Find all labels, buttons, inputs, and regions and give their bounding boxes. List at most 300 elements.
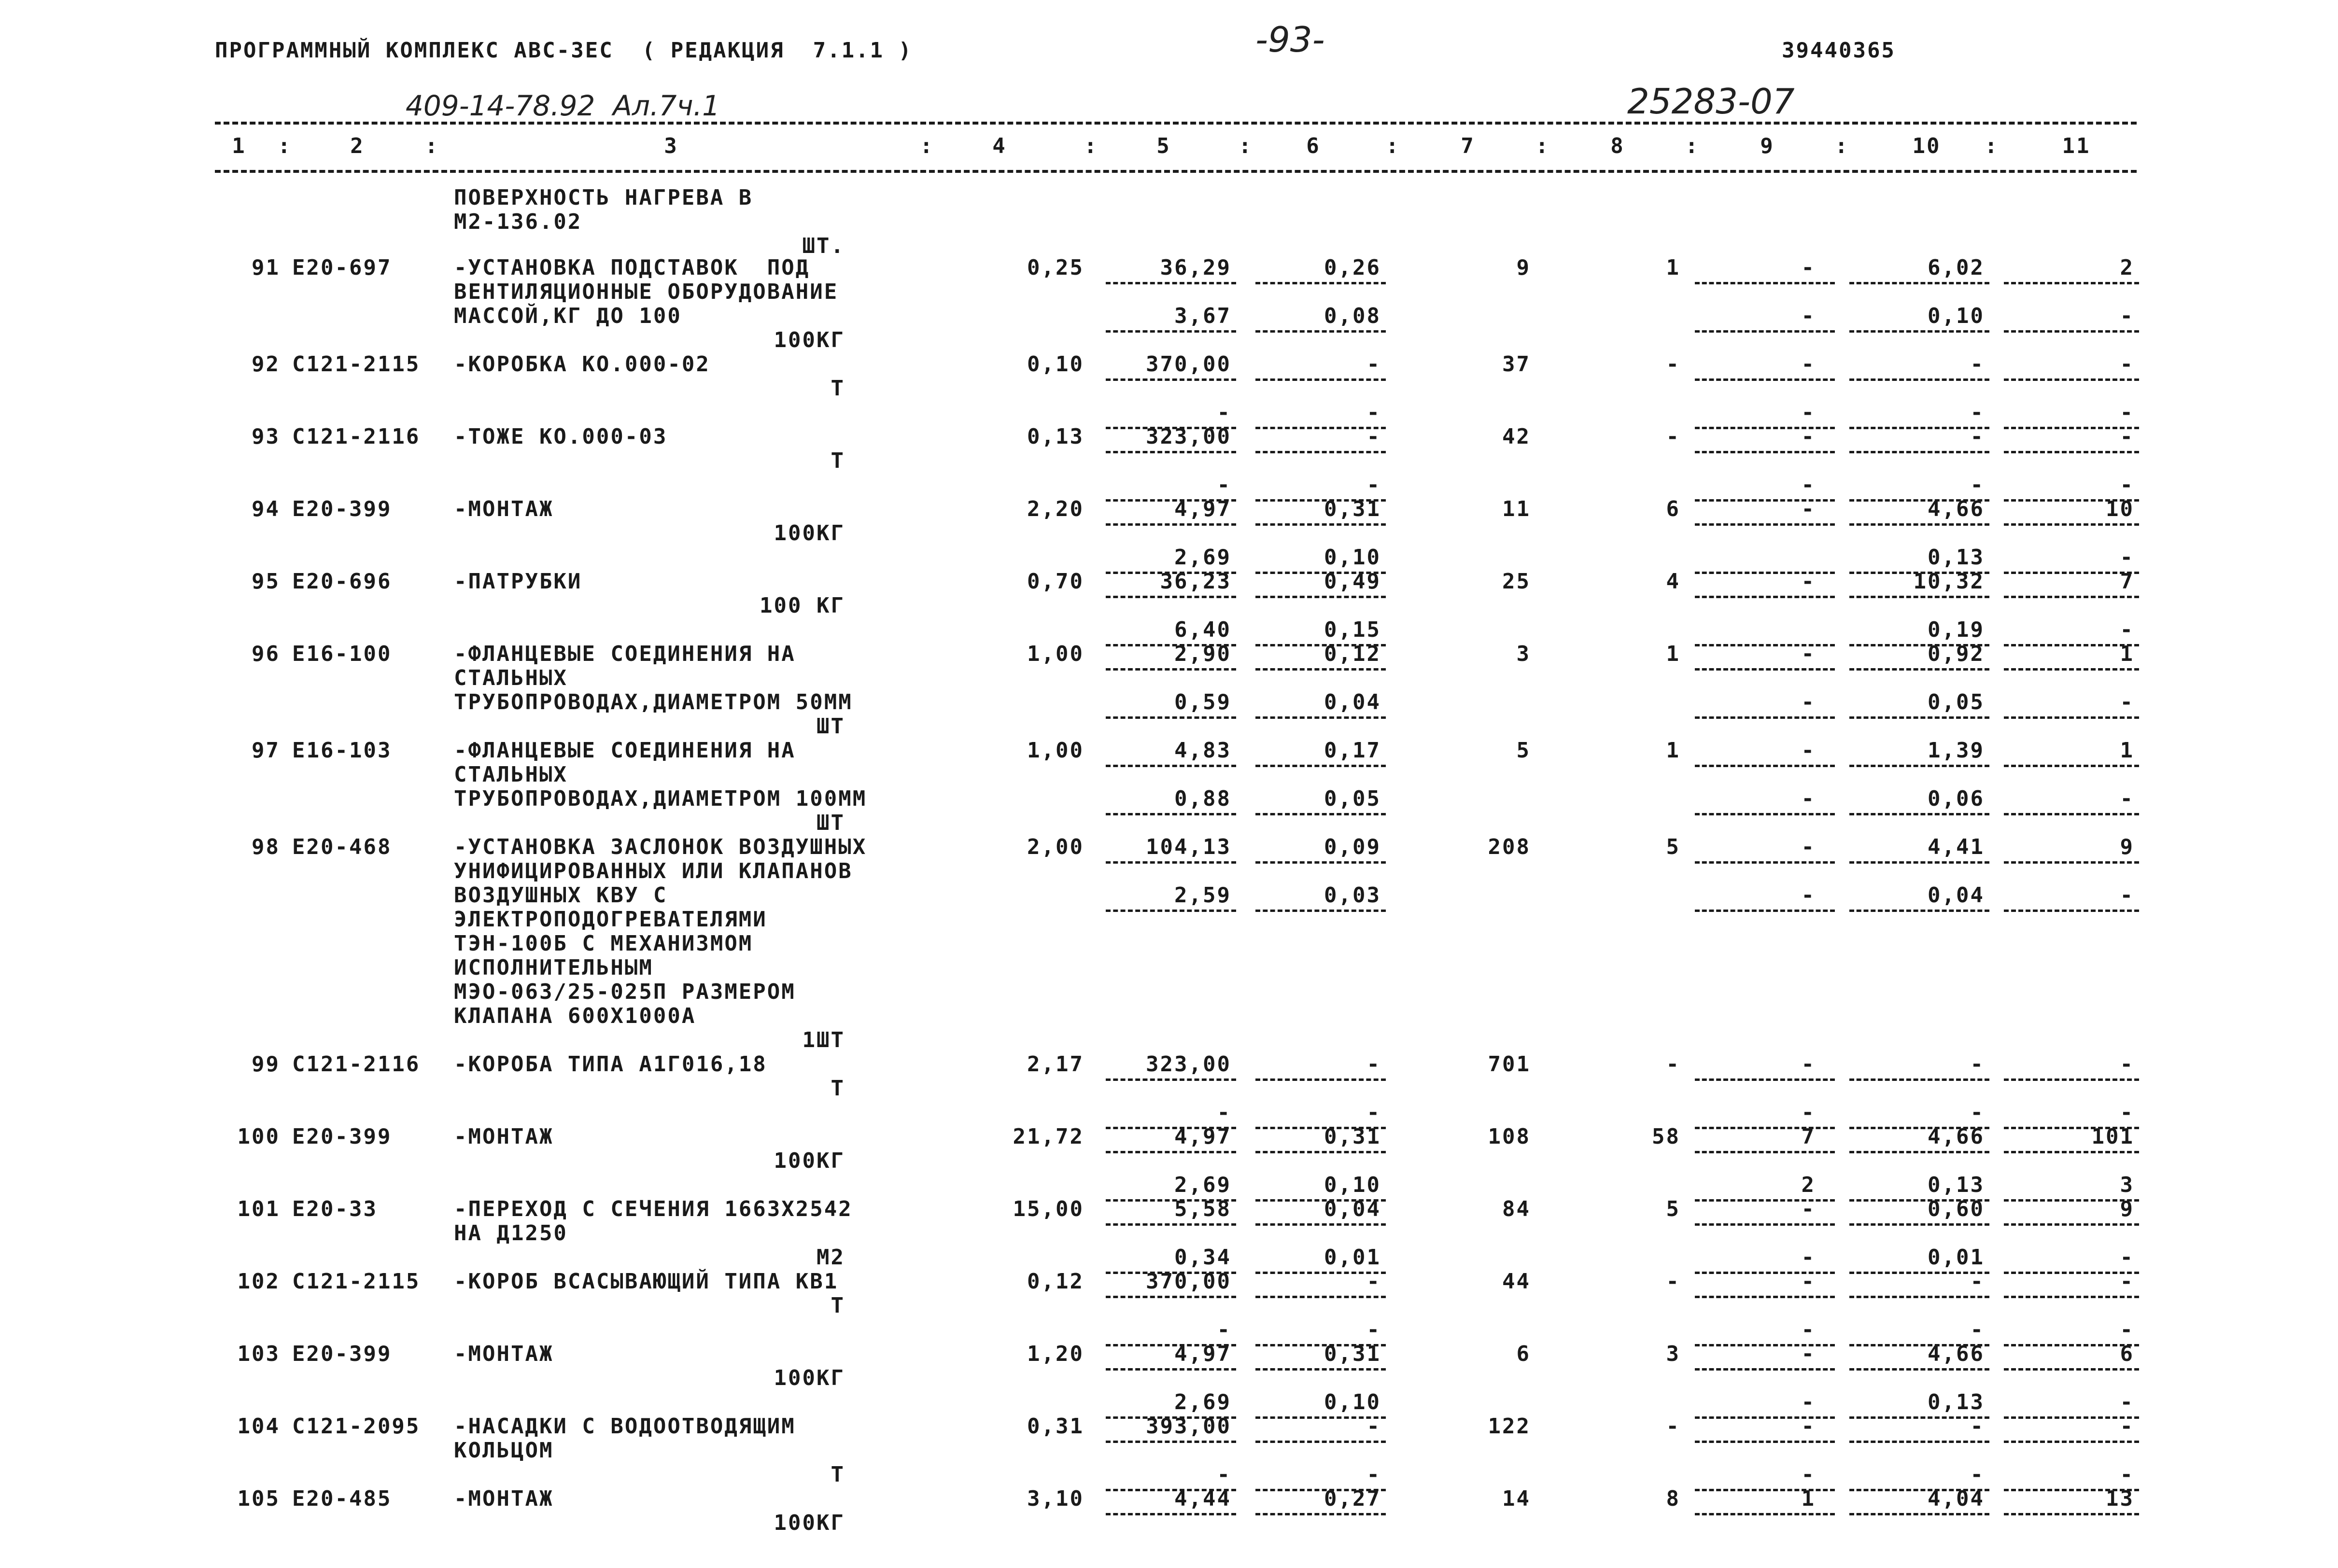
- cell-c6b: 0,05: [1324, 786, 1381, 811]
- cell-c7: 5: [1516, 738, 1531, 763]
- value-underline-secondary: [1695, 1344, 1835, 1346]
- value-underline: [1255, 1368, 1386, 1371]
- value-underline-secondary: [1849, 1127, 1989, 1129]
- document-number-handwritten: 25283-07: [1627, 81, 1795, 122]
- cell-c9b: 2: [1801, 1173, 1816, 1197]
- value-underline-secondary: [1849, 572, 1989, 574]
- value-underline-secondary: [1106, 427, 1236, 429]
- value-underline-secondary: [1106, 644, 1236, 646]
- row-description-line: -МОНТАЖ: [454, 497, 554, 521]
- row-code: Е20-485: [292, 1486, 392, 1511]
- cell-c10b: 0,06: [1928, 786, 1985, 811]
- value-underline-secondary: [2004, 1127, 2139, 1129]
- cell-c4: 21,72: [1013, 1124, 1084, 1149]
- row-code: Е20-468: [292, 835, 392, 859]
- row-description-line: ВОЗДУШНЫХ КВУ С: [454, 883, 668, 908]
- column-header-10: 10: [1912, 134, 1941, 158]
- cell-c6: -: [1366, 1414, 1381, 1439]
- cell-c5b: -: [1217, 400, 1231, 425]
- cell-c10: 10,32: [1913, 569, 1985, 594]
- value-underline: [2004, 451, 2139, 453]
- row-unit: Т: [831, 1462, 845, 1487]
- cell-c6: 0,49: [1324, 569, 1381, 594]
- row-number: 100: [237, 1124, 280, 1149]
- value-underline: [1255, 282, 1386, 284]
- cell-c9: -: [1801, 1269, 1816, 1294]
- cell-c5b: -: [1217, 1462, 1231, 1487]
- cell-c5: 4,97: [1174, 1342, 1231, 1366]
- row-description-line: ТРУБОПРОВОДАХ,ДИАМЕТРОМ 50ММ: [454, 690, 853, 714]
- value-underline-secondary: [1106, 716, 1236, 719]
- value-underline: [1106, 451, 1236, 453]
- value-underline-secondary: [1106, 910, 1236, 912]
- value-underline: [1255, 378, 1386, 381]
- cell-c7: 108: [1488, 1124, 1531, 1149]
- row-number: 98: [252, 835, 280, 859]
- value-underline: [1849, 861, 1989, 864]
- cell-c10b: 0,13: [1928, 1390, 1985, 1414]
- cell-c10: 4,66: [1928, 497, 1985, 521]
- cell-c10: 0,92: [1928, 642, 1985, 666]
- cell-c11: 101: [2091, 1124, 2134, 1149]
- row-description-line: -ТОЖЕ КО.000-03: [454, 424, 668, 449]
- cell-c6b: 0,10: [1324, 1173, 1381, 1197]
- cell-c8: 5: [1666, 1197, 1680, 1221]
- row-description-line: СТАЛЬНЫХ: [454, 762, 568, 787]
- row-unit: 100КГ: [774, 1366, 845, 1390]
- value-underline: [2004, 1296, 2139, 1298]
- cell-c11: -: [2120, 1269, 2134, 1294]
- cell-c9b: -: [1801, 400, 1816, 425]
- row-description-line: -УСТАНОВКА ПОДСТАВОК ПОД: [454, 255, 810, 280]
- value-underline: [1695, 1296, 1835, 1298]
- value-underline: [2004, 523, 2139, 526]
- row-number: 94: [252, 497, 280, 521]
- value-underline-secondary: [1255, 716, 1386, 719]
- cell-c9b: -: [1801, 883, 1816, 908]
- value-underline: [2004, 596, 2139, 598]
- cell-c6: 0,31: [1324, 1342, 1381, 1366]
- cell-c6: -: [1366, 424, 1381, 449]
- cell-c10: 4,04: [1928, 1486, 1985, 1511]
- cell-c5: 104,13: [1146, 835, 1231, 859]
- cell-c9: -: [1801, 1052, 1816, 1077]
- row-description-line: -МОНТАЖ: [454, 1342, 554, 1366]
- cell-c5: 4,44: [1174, 1486, 1231, 1511]
- column-header-6: 6: [1306, 134, 1321, 158]
- row-code: Е20-33: [292, 1197, 378, 1221]
- cell-c9: -: [1801, 642, 1816, 666]
- row-unit: 1ШТ: [802, 1028, 845, 1052]
- document-code: 39440365: [1782, 38, 1896, 63]
- cell-c11b: -: [2120, 1100, 2134, 1125]
- column-separator: :: [1386, 134, 1400, 158]
- value-underline: [1695, 378, 1835, 381]
- value-underline: [1255, 1296, 1386, 1298]
- cell-c11b: -: [2120, 690, 2134, 714]
- value-underline-secondary: [1695, 813, 1835, 815]
- cell-c10: 4,66: [1928, 1342, 1985, 1366]
- value-underline-secondary: [1695, 1489, 1835, 1491]
- cell-c4: 2,17: [1027, 1052, 1084, 1077]
- value-underline: [1255, 1441, 1386, 1443]
- cell-c11: -: [2120, 1052, 2134, 1077]
- cell-c4: 0,13: [1027, 424, 1084, 449]
- cell-c4: 0,12: [1027, 1269, 1084, 1294]
- cell-c5b: -: [1217, 1100, 1231, 1125]
- value-underline: [1849, 1441, 1989, 1443]
- cell-c5: 36,29: [1160, 255, 1231, 280]
- program-title: ПРОГРАММНЫЙ КОМПЛЕКС АВС-3ЕС ( РЕДАКЦИЯ 7.1.1 ): [215, 38, 913, 63]
- cell-c5b: 0,88: [1174, 786, 1231, 811]
- row-number: 99: [252, 1052, 280, 1077]
- cell-c5b: 2,69: [1174, 1390, 1231, 1414]
- row-description-line: -ПАТРУБКИ: [454, 569, 582, 594]
- cell-c10b: 0,05: [1928, 690, 1985, 714]
- value-underline-secondary: [1255, 1272, 1386, 1274]
- column-separator: :: [1985, 134, 1999, 158]
- column-header-9: 9: [1760, 134, 1775, 158]
- cell-c5: 36,23: [1160, 569, 1231, 594]
- cell-c6b: -: [1366, 1317, 1381, 1342]
- value-underline: [2004, 668, 2139, 671]
- row-code: Е16-100: [292, 642, 392, 666]
- row-description-line: -КОРОБА ТИПА А1Г016,18: [454, 1052, 767, 1077]
- row-description-line: КОЛЬЦОМ: [454, 1438, 554, 1463]
- value-underline: [1849, 1296, 1989, 1298]
- cell-c8: 1: [1666, 642, 1680, 666]
- cell-c6: 0,27: [1324, 1486, 1381, 1511]
- value-underline: [1106, 1513, 1236, 1515]
- column-separator: :: [920, 134, 934, 158]
- cell-c6: -: [1366, 352, 1381, 377]
- value-underline: [1106, 1368, 1236, 1371]
- value-underline-secondary: [1255, 910, 1386, 912]
- cell-c9: -: [1801, 497, 1816, 521]
- cell-c5b: 6,40: [1174, 617, 1231, 642]
- value-underline-secondary: [2004, 427, 2139, 429]
- cell-c6: 0,26: [1324, 255, 1381, 280]
- value-underline: [1849, 1368, 1989, 1371]
- value-underline-secondary: [1849, 644, 1989, 646]
- value-underline: [1849, 282, 1989, 284]
- value-underline-secondary: [1255, 330, 1386, 333]
- row-number: 101: [237, 1197, 280, 1221]
- row-description-line: -УСТАНОВКА ЗАСЛОНОК ВОЗДУШНЫХ: [454, 835, 867, 859]
- value-underline: [1695, 451, 1835, 453]
- value-underline: [2004, 1078, 2139, 1081]
- value-underline-secondary: [2004, 1489, 2139, 1491]
- row-description-line: МАССОЙ,КГ ДО 100: [454, 304, 682, 328]
- cell-c7: 44: [1502, 1269, 1531, 1294]
- cell-c11b: -: [2120, 1245, 2134, 1270]
- header-rule-bottom: [215, 170, 2137, 173]
- value-underline-secondary: [1255, 1199, 1386, 1202]
- row-unit: 100КГ: [774, 328, 845, 352]
- row-description-line: -КОРОБ ВСАСЫВАЮЩИЙ ТИПА КВ1: [454, 1269, 839, 1294]
- value-underline-secondary: [1255, 644, 1386, 646]
- value-underline-secondary: [1695, 716, 1835, 719]
- cell-c11b: -: [2120, 400, 2134, 425]
- cell-c9: -: [1801, 1414, 1816, 1439]
- row-number: 102: [237, 1269, 280, 1294]
- row-description-line: КЛАПАНА 600Х1000А: [454, 1004, 696, 1028]
- cell-c11: 10: [2106, 497, 2134, 521]
- cell-c9: -: [1801, 255, 1816, 280]
- value-underline-secondary: [1255, 427, 1386, 429]
- value-underline: [1255, 668, 1386, 671]
- cell-c11: 1: [2120, 738, 2134, 763]
- column-header-2: 2: [350, 134, 365, 158]
- value-underline: [1849, 596, 1989, 598]
- cell-c5b: 0,34: [1174, 1245, 1231, 1270]
- value-underline-secondary: [1695, 1199, 1835, 1202]
- cell-c5b: 2,69: [1174, 545, 1231, 570]
- value-underline: [1695, 282, 1835, 284]
- value-underline-secondary: [1695, 499, 1835, 502]
- cell-c4: 3,10: [1027, 1486, 1084, 1511]
- row-code: Е20-399: [292, 1342, 392, 1366]
- row-number: 95: [252, 569, 280, 594]
- value-underline-secondary: [1695, 644, 1835, 646]
- value-underline: [1255, 1078, 1386, 1081]
- cell-c4: 1,00: [1027, 642, 1084, 666]
- cell-c7: 3: [1516, 642, 1531, 666]
- value-underline-secondary: [1106, 1344, 1236, 1346]
- value-underline-secondary: [1849, 813, 1989, 815]
- value-underline: [1695, 1078, 1835, 1081]
- value-underline-secondary: [2004, 716, 2139, 719]
- value-underline: [1106, 1441, 1236, 1443]
- row-code: Е20-697: [292, 255, 392, 280]
- cell-c8: 6: [1666, 497, 1680, 521]
- cell-c9b: -: [1801, 690, 1816, 714]
- cell-c6: 0,04: [1324, 1197, 1381, 1221]
- value-underline-secondary: [1695, 910, 1835, 912]
- row-unit: Т: [831, 1076, 845, 1101]
- cell-c11: 2: [2120, 255, 2134, 280]
- row-description-line: ИСПОЛНИТЕЛЬНЫМ: [454, 955, 653, 980]
- column-separator: :: [425, 134, 439, 158]
- row-number: 93: [252, 424, 280, 449]
- value-underline: [1695, 1513, 1835, 1515]
- row-number: 92: [252, 352, 280, 377]
- value-underline: [2004, 765, 2139, 767]
- value-underline-secondary: [1106, 1272, 1236, 1274]
- cell-c8: 1: [1666, 738, 1680, 763]
- value-underline-secondary: [1106, 813, 1236, 815]
- cell-c10: -: [1970, 1414, 1985, 1439]
- cell-c9: -: [1801, 424, 1816, 449]
- cell-c11: 9: [2120, 1197, 2134, 1221]
- column-header-4: 4: [992, 134, 1007, 158]
- row-unit: 100КГ: [774, 1511, 845, 1535]
- column-header-8: 8: [1610, 134, 1625, 158]
- value-underline: [1106, 1296, 1236, 1298]
- cell-c6b: -: [1366, 1100, 1381, 1125]
- cell-c5b: 2,59: [1174, 883, 1231, 908]
- cell-c11b: 3: [2120, 1173, 2134, 1197]
- cell-c8: 4: [1666, 569, 1680, 594]
- value-underline: [2004, 1513, 2139, 1515]
- value-underline: [1695, 668, 1835, 671]
- row-description-line: УНИФИЦИРОВАННЫХ ИЛИ КЛАПАНОВ: [454, 859, 853, 883]
- cell-c5: 2,90: [1174, 642, 1231, 666]
- value-underline: [1849, 378, 1989, 381]
- value-underline: [2004, 282, 2139, 284]
- row-unit: 100 КГ: [760, 593, 845, 618]
- value-underline: [1255, 765, 1386, 767]
- cell-c10: -: [1970, 352, 1985, 377]
- cell-c8: 5: [1666, 835, 1680, 859]
- column-header-5: 5: [1156, 134, 1171, 158]
- cell-c11b: -: [2120, 883, 2134, 908]
- cell-c8: 58: [1652, 1124, 1680, 1149]
- value-underline-secondary: [2004, 330, 2139, 333]
- cell-c6b: 0,01: [1324, 1245, 1381, 1270]
- cell-c11: -: [2120, 424, 2134, 449]
- row-description-line: -МОНТАЖ: [454, 1124, 554, 1149]
- cell-c5: 370,00: [1146, 352, 1231, 377]
- value-underline: [1849, 1151, 1989, 1153]
- cell-c6b: -: [1366, 1462, 1381, 1487]
- value-underline: [1849, 668, 1989, 671]
- cell-c9b: -: [1801, 786, 1816, 811]
- cell-c11b: -: [2120, 617, 2134, 642]
- cell-c7: 11: [1502, 497, 1531, 521]
- cell-c10b: -: [1970, 473, 1985, 497]
- row-code: С121-2115: [292, 1269, 421, 1294]
- cell-c10: 4,66: [1928, 1124, 1985, 1149]
- cell-c10: 4,41: [1928, 835, 1985, 859]
- row-description-line: ВЕНТИЛЯЦИОННЫЕ ОБОРУДОВАНИЕ: [454, 280, 839, 304]
- value-underline: [1106, 378, 1236, 381]
- value-underline: [1695, 523, 1835, 526]
- cell-c10b: -: [1970, 1317, 1985, 1342]
- value-underline: [2004, 1151, 2139, 1153]
- cell-c8: -: [1666, 1414, 1680, 1439]
- cell-c11: 7: [2120, 569, 2134, 594]
- row-description-line: -МОНТАЖ: [454, 1486, 554, 1511]
- value-underline-secondary: [1849, 716, 1989, 719]
- cell-c9: -: [1801, 352, 1816, 377]
- value-underline: [1695, 861, 1835, 864]
- cell-c10b: -: [1970, 1462, 1985, 1487]
- row-description-line: -ФЛАНЦЕВЫЕ СОЕДИНЕНИЯ НА: [454, 738, 796, 763]
- cell-c6: 0,12: [1324, 642, 1381, 666]
- value-underline: [1106, 523, 1236, 526]
- cell-c8: 1: [1666, 255, 1680, 280]
- cell-c6b: 0,03: [1324, 883, 1381, 908]
- header-rule-top: [215, 122, 2137, 125]
- cell-c7: 9: [1516, 255, 1531, 280]
- cell-c6: -: [1366, 1052, 1381, 1077]
- row-description-line: ЭЛЕКТРОПОДОГРЕВАТЕЛЯМИ: [454, 907, 767, 932]
- value-underline: [1255, 1151, 1386, 1153]
- row-unit: 100КГ: [774, 521, 845, 546]
- value-underline-secondary: [2004, 1416, 2139, 1419]
- row-description-line: НА Д1250: [454, 1221, 568, 1246]
- row-number: 91: [252, 255, 280, 280]
- cell-c10b: 0,13: [1928, 545, 1985, 570]
- row-description-line: СТАЛЬНЫХ: [454, 666, 568, 690]
- cell-c10: 6,02: [1928, 255, 1985, 280]
- cell-c10: -: [1970, 424, 1985, 449]
- value-underline-secondary: [1255, 1489, 1386, 1491]
- value-underline: [2004, 1368, 2139, 1371]
- row-description-line: -ПЕРЕХОД С СЕЧЕНИЯ 1663Х2542: [454, 1197, 853, 1221]
- value-underline-secondary: [1255, 572, 1386, 574]
- value-underline: [1695, 1441, 1835, 1443]
- row-number: 104: [237, 1414, 280, 1439]
- reference-handwritten: 409-14-78.92 Ал.7ч.1: [406, 89, 720, 122]
- cell-c11b: -: [2120, 1390, 2134, 1414]
- value-underline: [1255, 1223, 1386, 1226]
- cell-c9: 1: [1801, 1486, 1816, 1511]
- cell-c6: 0,31: [1324, 497, 1381, 521]
- cell-c9: -: [1801, 569, 1816, 594]
- cell-c4: 2,00: [1027, 835, 1084, 859]
- cell-c8: -: [1666, 352, 1680, 377]
- cell-c5: 5,58: [1174, 1197, 1231, 1221]
- cell-c11b: -: [2120, 1317, 2134, 1342]
- cell-c6b: -: [1366, 400, 1381, 425]
- value-underline: [1695, 1368, 1835, 1371]
- cell-c6b: -: [1366, 473, 1381, 497]
- row-number: 96: [252, 642, 280, 666]
- value-underline: [1255, 596, 1386, 598]
- row-number: 103: [237, 1342, 280, 1366]
- cell-c6b: 0,10: [1324, 1390, 1381, 1414]
- row-description-line: М2-136.02: [454, 210, 582, 234]
- value-underline-secondary: [1849, 1344, 1989, 1346]
- row-number: 105: [237, 1486, 280, 1511]
- value-underline-secondary: [1106, 499, 1236, 502]
- row-description-line: -НАСАДКИ С ВОДООТВОДЯЩИМ: [454, 1414, 796, 1439]
- value-underline-secondary: [2004, 499, 2139, 502]
- value-underline-secondary: [2004, 1199, 2139, 1202]
- cell-c4: 15,00: [1013, 1197, 1084, 1221]
- cell-c10b: -: [1970, 1100, 1985, 1125]
- value-underline-secondary: [1849, 330, 1989, 333]
- value-underline-secondary: [1255, 1127, 1386, 1129]
- cell-c4: 0,10: [1027, 352, 1084, 377]
- value-underline-secondary: [1695, 1416, 1835, 1419]
- column-header-7: 7: [1461, 134, 1475, 158]
- value-underline: [1106, 1223, 1236, 1226]
- cell-c11b: -: [2120, 786, 2134, 811]
- value-underline-secondary: [2004, 910, 2139, 912]
- cell-c7: 14: [1502, 1486, 1531, 1511]
- value-underline-secondary: [2004, 1344, 2139, 1346]
- value-underline-secondary: [1695, 330, 1835, 333]
- value-underline: [1849, 1223, 1989, 1226]
- value-underline-secondary: [1695, 1272, 1835, 1274]
- cell-c5: 4,97: [1174, 1124, 1231, 1149]
- value-underline: [1849, 1513, 1989, 1515]
- cell-c8: -: [1666, 1052, 1680, 1077]
- value-underline-secondary: [1255, 1344, 1386, 1346]
- cell-c11b: -: [2120, 473, 2134, 497]
- value-underline: [1695, 765, 1835, 767]
- cell-c6b: 0,10: [1324, 545, 1381, 570]
- cell-c10b: 0,04: [1928, 883, 1985, 908]
- row-unit: Т: [831, 376, 845, 401]
- value-underline: [1255, 523, 1386, 526]
- cell-c11: 9: [2120, 835, 2134, 859]
- row-unit: ШТ: [817, 811, 845, 835]
- value-underline-secondary: [1695, 572, 1835, 574]
